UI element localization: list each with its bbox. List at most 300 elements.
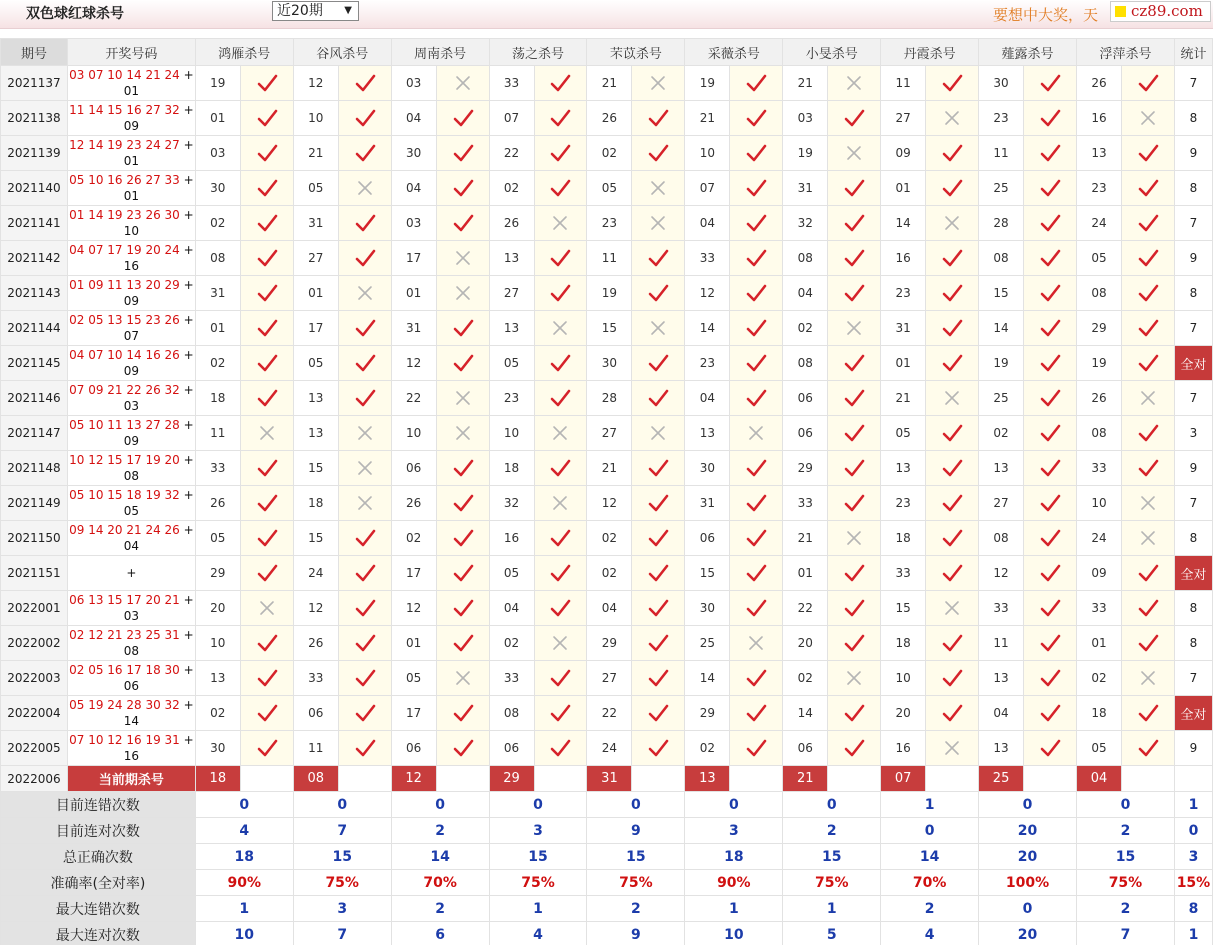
- result-mark: [1121, 66, 1174, 101]
- plus-sign: +: [179, 313, 194, 327]
- kill-number: 08: [783, 346, 828, 381]
- cross-icon: [843, 73, 865, 93]
- stat-value: 70%: [881, 870, 979, 896]
- check-icon: [452, 598, 474, 618]
- kill-number: 21: [783, 521, 828, 556]
- result-mark: [1121, 731, 1174, 766]
- check-icon: [1137, 73, 1159, 93]
- stat-value: 0: [979, 896, 1077, 922]
- result-mark: [338, 521, 391, 556]
- result-mark: [828, 381, 881, 416]
- stat-value: 10: [685, 922, 783, 945]
- kill-number: 08: [1077, 416, 1122, 451]
- check-icon: [256, 528, 278, 548]
- kill-number: 06: [685, 521, 730, 556]
- result-mark: [1121, 486, 1174, 521]
- stat-value: 90%: [685, 870, 783, 896]
- period-cell: 2021143: [1, 276, 68, 311]
- total-cell: 9: [1174, 451, 1212, 486]
- kill-number: 06: [783, 381, 828, 416]
- kill-number: 18: [881, 626, 926, 661]
- period-cell: 2022002: [1, 626, 68, 661]
- site-logo[interactable]: [1110, 1, 1211, 22]
- blue-ball: 09: [123, 364, 140, 378]
- kill-number: 30: [685, 591, 730, 626]
- kill-number: 21: [293, 136, 338, 171]
- check-icon: [256, 248, 278, 268]
- check-icon: [549, 248, 571, 268]
- kill-number: 04: [783, 276, 828, 311]
- check-icon: [745, 283, 767, 303]
- kill-number: 33: [1077, 451, 1122, 486]
- kill-number: 13: [979, 661, 1024, 696]
- result-mark: [828, 696, 881, 731]
- kill-number: 01: [783, 556, 828, 591]
- check-icon: [354, 598, 376, 618]
- current-period: 2022006: [1, 766, 68, 792]
- kill-number: 21: [587, 451, 632, 486]
- current-kill-number: 04: [1077, 766, 1122, 792]
- cross-icon: [256, 423, 278, 443]
- kill-number: 23: [489, 381, 534, 416]
- kill-number: 10: [489, 416, 534, 451]
- blue-ball: 10: [123, 224, 140, 238]
- period-select-value: 近20期: [277, 3, 323, 19]
- check-icon: [354, 143, 376, 163]
- cross-icon: [941, 388, 963, 408]
- stat-value: 14: [391, 844, 489, 870]
- blue-ball: 08: [123, 469, 140, 483]
- period-cell: 2021137: [1, 66, 68, 101]
- col-header-expert: 荡之杀号: [489, 39, 587, 66]
- site-name: cz89.com: [1131, 2, 1203, 20]
- check-icon: [1137, 633, 1159, 653]
- result-mark: [730, 66, 783, 101]
- cross-icon: [452, 248, 474, 268]
- kill-number: 02: [587, 556, 632, 591]
- current-kill-number: 29: [489, 766, 534, 792]
- check-icon: [647, 388, 669, 408]
- kill-number: 01: [293, 276, 338, 311]
- check-icon: [1039, 178, 1061, 198]
- stat-value: 3: [489, 818, 587, 844]
- check-icon: [647, 493, 669, 513]
- check-icon: [549, 738, 571, 758]
- period-cell: 2021140: [1, 171, 68, 206]
- result-mark: [828, 101, 881, 136]
- table-row: [1, 311, 1213, 346]
- stat-value: 70%: [391, 870, 489, 896]
- check-icon: [941, 73, 963, 93]
- draw-numbers-cell: [67, 276, 195, 311]
- table-row: [1, 241, 1213, 276]
- kill-number: 31: [783, 171, 828, 206]
- kill-number: 16: [881, 731, 926, 766]
- table-row: [1, 416, 1213, 451]
- result-mark: [1024, 521, 1077, 556]
- kill-number: 26: [587, 101, 632, 136]
- kill-number: 33: [293, 661, 338, 696]
- plus-sign: +: [179, 663, 194, 677]
- result-mark: [1024, 486, 1077, 521]
- result-mark: [1121, 591, 1174, 626]
- check-icon: [256, 388, 278, 408]
- check-icon: [1039, 668, 1061, 688]
- check-icon: [256, 563, 278, 583]
- draw-numbers-cell: [67, 731, 195, 766]
- stat-value: 20: [979, 922, 1077, 945]
- check-icon: [1137, 248, 1159, 268]
- check-icon: [745, 108, 767, 128]
- kill-number: 11: [881, 66, 926, 101]
- result-mark: [534, 731, 587, 766]
- kill-number: 08: [783, 241, 828, 276]
- result-mark: [828, 276, 881, 311]
- total-cell: 全对: [1174, 346, 1212, 381]
- check-icon: [452, 633, 474, 653]
- total-cell: 9: [1174, 241, 1212, 276]
- result-mark: [240, 276, 293, 311]
- check-icon: [452, 458, 474, 478]
- check-icon: [256, 458, 278, 478]
- kill-number: 17: [391, 556, 436, 591]
- result-mark: [534, 451, 587, 486]
- check-icon: [452, 353, 474, 373]
- result-mark: [240, 136, 293, 171]
- total-cell: 8: [1174, 626, 1212, 661]
- result-mark: [338, 381, 391, 416]
- result-mark: [730, 171, 783, 206]
- check-icon: [256, 353, 278, 373]
- blue-ball: 09: [123, 434, 140, 448]
- period-cell: 2021147: [1, 416, 68, 451]
- kill-number: 02: [489, 171, 534, 206]
- kill-number: 18: [489, 451, 534, 486]
- plus-sign: +: [179, 173, 194, 187]
- check-icon: [452, 493, 474, 513]
- result-mark: [436, 171, 489, 206]
- stat-value: 15: [1077, 844, 1175, 870]
- check-icon: [549, 283, 571, 303]
- check-icon: [941, 633, 963, 653]
- check-icon: [1039, 388, 1061, 408]
- check-icon: [941, 493, 963, 513]
- kill-number: 13: [489, 241, 534, 276]
- check-icon: [745, 73, 767, 93]
- result-mark: [632, 626, 685, 661]
- result-mark: [338, 591, 391, 626]
- check-icon: [843, 248, 865, 268]
- check-icon: [1137, 318, 1159, 338]
- result-mark: [730, 451, 783, 486]
- kill-number: 10: [391, 416, 436, 451]
- check-icon: [1039, 738, 1061, 758]
- kill-number: 22: [783, 591, 828, 626]
- cross-icon: [452, 668, 474, 688]
- result-mark: [534, 556, 587, 591]
- kill-number: 33: [1077, 591, 1122, 626]
- kill-number: 18: [1077, 696, 1122, 731]
- total-cell: 7: [1174, 311, 1212, 346]
- cross-icon: [549, 318, 571, 338]
- current-kill-label: 当前期杀号: [67, 766, 195, 792]
- kill-number: 33: [881, 556, 926, 591]
- empty-cell: [436, 766, 489, 792]
- kill-number: 22: [391, 381, 436, 416]
- kill-number: 03: [783, 101, 828, 136]
- check-icon: [941, 178, 963, 198]
- result-mark: [240, 591, 293, 626]
- check-icon: [1039, 423, 1061, 443]
- red-balls: 05 10 16 26 27 33: [69, 173, 180, 187]
- kill-number: 03: [195, 136, 240, 171]
- total-cell: 3: [1174, 416, 1212, 451]
- kill-number: 17: [391, 696, 436, 731]
- stat-value: 15: [489, 844, 587, 870]
- table-row: [1, 556, 1213, 591]
- kill-number: 06: [391, 451, 436, 486]
- red-balls: 10 12 15 17 19 20: [69, 453, 180, 467]
- result-mark: [632, 101, 685, 136]
- stat-label: 准确率(全对率): [1, 870, 196, 896]
- cross-icon: [354, 178, 376, 198]
- kill-number: 01: [195, 311, 240, 346]
- kill-number: 01: [881, 171, 926, 206]
- kill-number: 04: [685, 381, 730, 416]
- check-icon: [843, 423, 865, 443]
- result-mark: [240, 206, 293, 241]
- result-mark: [1121, 346, 1174, 381]
- kill-number: 30: [685, 451, 730, 486]
- result-mark: [1121, 696, 1174, 731]
- table-row: [1, 486, 1213, 521]
- check-icon: [354, 213, 376, 233]
- result-mark: [1121, 626, 1174, 661]
- total-cell: 7: [1174, 206, 1212, 241]
- result-mark: [436, 381, 489, 416]
- result-mark: [1024, 171, 1077, 206]
- empty-cell: [1174, 766, 1212, 792]
- result-mark: [534, 136, 587, 171]
- kill-number: 15: [881, 591, 926, 626]
- kill-number: 05: [587, 171, 632, 206]
- table-row: [1, 626, 1213, 661]
- kill-number: 06: [489, 731, 534, 766]
- blue-ball: 01: [123, 84, 140, 98]
- result-mark: [436, 521, 489, 556]
- result-mark: [534, 276, 587, 311]
- check-icon: [1039, 318, 1061, 338]
- check-icon: [354, 353, 376, 373]
- result-mark: [828, 241, 881, 276]
- cross-icon: [843, 318, 865, 338]
- check-icon: [354, 528, 376, 548]
- stat-value: 2: [391, 896, 489, 922]
- result-mark: [926, 101, 979, 136]
- result-mark: [730, 276, 783, 311]
- check-icon: [647, 633, 669, 653]
- kill-number: 01: [391, 276, 436, 311]
- kill-number: 09: [881, 136, 926, 171]
- kill-number: 19: [587, 276, 632, 311]
- check-icon: [745, 353, 767, 373]
- result-mark: [338, 661, 391, 696]
- plus-sign: +: [179, 453, 194, 467]
- col-header-expert: 周南杀号: [391, 39, 489, 66]
- result-mark: [730, 346, 783, 381]
- stat-label: 最大连错次数: [1, 896, 196, 922]
- result-mark: [828, 171, 881, 206]
- check-icon: [647, 528, 669, 548]
- stat-row: [1, 818, 1213, 844]
- kill-number: 26: [489, 206, 534, 241]
- col-header-expert: 谷风杀号: [293, 39, 391, 66]
- period-select[interactable]: [272, 1, 359, 21]
- kill-number: 29: [685, 696, 730, 731]
- result-mark: [240, 696, 293, 731]
- stat-value: 0: [489, 792, 587, 818]
- check-icon: [1039, 213, 1061, 233]
- check-icon: [843, 598, 865, 618]
- kill-number: 22: [587, 696, 632, 731]
- stat-value: 1: [783, 896, 881, 922]
- check-icon: [1039, 108, 1061, 128]
- total-cell: 8: [1174, 171, 1212, 206]
- check-icon: [843, 563, 865, 583]
- result-mark: [632, 206, 685, 241]
- result-mark: [1121, 276, 1174, 311]
- result-mark: [1024, 66, 1077, 101]
- plus-sign: +: [179, 523, 194, 537]
- result-mark: [828, 66, 881, 101]
- result-mark: [730, 206, 783, 241]
- check-icon: [354, 563, 376, 583]
- check-icon: [745, 248, 767, 268]
- result-mark: [338, 311, 391, 346]
- col-header-total: 统计: [1174, 39, 1212, 66]
- check-icon: [1039, 353, 1061, 373]
- kill-number: 33: [783, 486, 828, 521]
- check-icon: [1039, 248, 1061, 268]
- stat-total: 3: [1174, 844, 1212, 870]
- plus-sign: +: [179, 348, 194, 362]
- kill-number: 05: [1077, 241, 1122, 276]
- cross-icon: [354, 283, 376, 303]
- red-balls: 02 12 21 23 25 31: [69, 628, 180, 642]
- cross-icon: [354, 423, 376, 443]
- current-kill-number: 07: [881, 766, 926, 792]
- kill-number: 21: [685, 101, 730, 136]
- kill-number: 08: [1077, 276, 1122, 311]
- cross-icon: [549, 213, 571, 233]
- result-mark: [534, 661, 587, 696]
- result-mark: [338, 101, 391, 136]
- red-balls: 07 09 21 22 26 32: [69, 383, 180, 397]
- check-icon: [549, 563, 571, 583]
- result-mark: [240, 486, 293, 521]
- check-icon: [843, 633, 865, 653]
- check-icon: [256, 143, 278, 163]
- total-cell: 8: [1174, 276, 1212, 311]
- kill-number: 02: [391, 521, 436, 556]
- empty-cell: [632, 766, 685, 792]
- period-cell: 2021142: [1, 241, 68, 276]
- result-mark: [632, 661, 685, 696]
- result-mark: [1024, 731, 1077, 766]
- result-mark: [338, 486, 391, 521]
- empty-cell: [240, 766, 293, 792]
- kill-number: 05: [1077, 731, 1122, 766]
- check-icon: [256, 283, 278, 303]
- result-mark: [926, 416, 979, 451]
- kill-number: 13: [293, 416, 338, 451]
- stat-value: 5: [783, 922, 881, 945]
- check-icon: [354, 73, 376, 93]
- stat-value: 18: [685, 844, 783, 870]
- result-mark: [730, 696, 783, 731]
- result-mark: [926, 451, 979, 486]
- kill-number: 05: [195, 521, 240, 556]
- result-mark: [534, 521, 587, 556]
- stat-value: 15: [587, 844, 685, 870]
- result-mark: [632, 556, 685, 591]
- kill-number: 10: [1077, 486, 1122, 521]
- table-header-row: [1, 39, 1213, 66]
- period-cell: 2021148: [1, 451, 68, 486]
- result-mark: [1024, 206, 1077, 241]
- kill-number: 03: [391, 206, 436, 241]
- red-balls: 05 10 11 13 27 28: [69, 418, 180, 432]
- total-cell: 9: [1174, 731, 1212, 766]
- check-icon: [941, 143, 963, 163]
- stat-value: 0: [293, 792, 391, 818]
- result-mark: [926, 311, 979, 346]
- kill-number: 14: [783, 696, 828, 731]
- result-mark: [534, 101, 587, 136]
- check-icon: [647, 283, 669, 303]
- cross-icon: [647, 213, 669, 233]
- check-icon: [452, 703, 474, 723]
- check-icon: [647, 353, 669, 373]
- total-cell: 9: [1174, 136, 1212, 171]
- blue-ball: 01: [123, 154, 140, 168]
- kill-number: 14: [881, 206, 926, 241]
- kill-number: 19: [783, 136, 828, 171]
- cross-icon: [354, 458, 376, 478]
- check-icon: [745, 143, 767, 163]
- result-mark: [926, 241, 979, 276]
- result-mark: [926, 731, 979, 766]
- kill-number: 27: [293, 241, 338, 276]
- empty-cell: [1024, 766, 1077, 792]
- stat-value: 2: [587, 896, 685, 922]
- check-icon: [941, 283, 963, 303]
- check-icon: [549, 353, 571, 373]
- kill-number: 06: [783, 731, 828, 766]
- stat-value: 0: [881, 818, 979, 844]
- kill-number: 29: [587, 626, 632, 661]
- result-mark: [828, 521, 881, 556]
- result-mark: [436, 556, 489, 591]
- kill-number: 31: [195, 276, 240, 311]
- result-mark: [240, 451, 293, 486]
- kill-number: 13: [195, 661, 240, 696]
- kill-number: 16: [881, 241, 926, 276]
- kill-number: 04: [685, 206, 730, 241]
- blue-ball: 08: [123, 644, 140, 658]
- result-mark: [240, 556, 293, 591]
- plus-sign: +: [179, 628, 194, 642]
